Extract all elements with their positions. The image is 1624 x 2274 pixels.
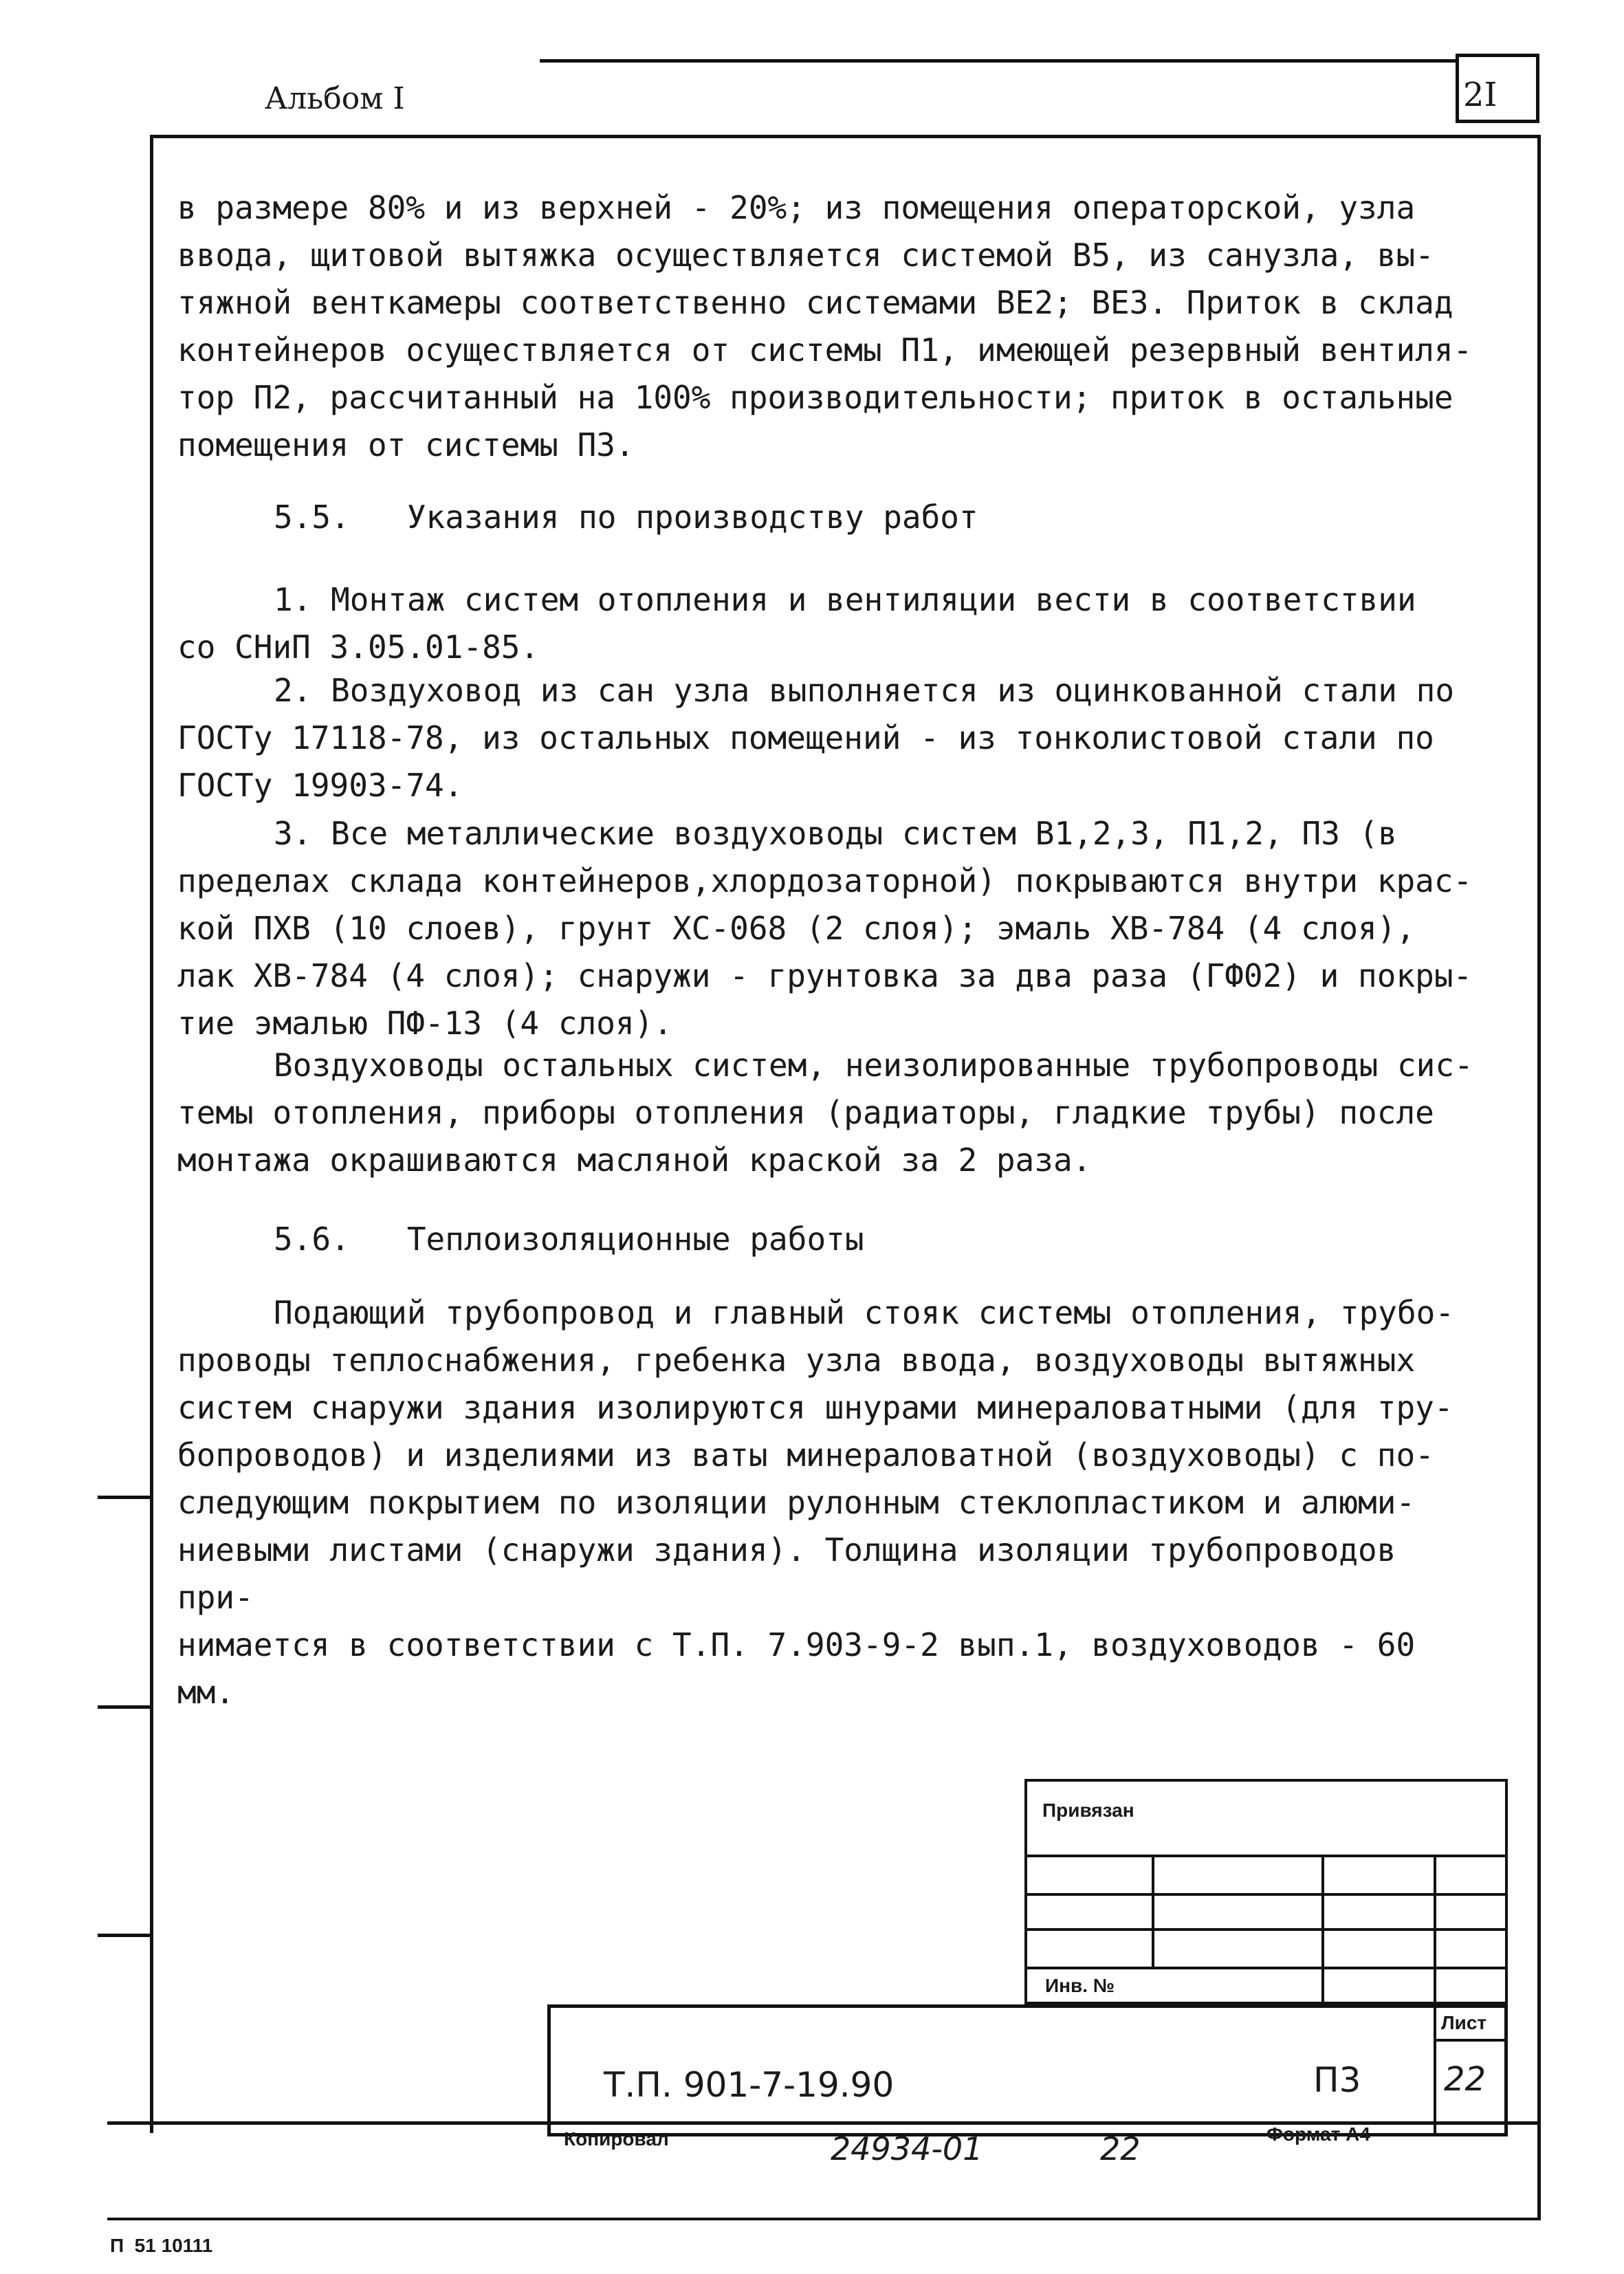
text-line: в размере 80% и из верхней - 20%; из помещения операторской, узла	[177, 189, 1416, 226]
section-5-5-item-2	[177, 667, 1487, 809]
text-line: тие эмалью ПФ-13 (4 слоя).	[177, 1005, 673, 1042]
section-5-5-item-1	[177, 576, 1487, 671]
text-line: тор П2, рассчитанный на 100% производительности; приток в остальные	[177, 379, 1453, 416]
section-5-5-heading: 5.5. Указания по производству работ	[274, 499, 978, 536]
footer-format: Формат А4	[1266, 2123, 1370, 2145]
stamp-grid-line	[1321, 1855, 1324, 2004]
text-line: 2. Воздуховод из сан узла выполняется из оцинкованной стали по	[274, 672, 1455, 709]
intro-paragraph	[177, 184, 1487, 469]
album-label: Альбом I	[265, 81, 405, 116]
text-line: лак ХВ-784 (4 слоя); снаружи - грунтовка за два раза (ГФ02) и покры-	[177, 957, 1473, 994]
text-line: ГОСТу 17118-78, из остальных помещений - из тонколистовой стали по	[177, 719, 1434, 756]
text-line: кой ПХВ (10 слоев), грунт ХС-068 (2 слоя); эмаль ХВ-784 (4 слоя),	[177, 910, 1416, 947]
header-rule	[540, 59, 1458, 63]
frame-right-extension	[1537, 2121, 1541, 2218]
text-line: Подающий трубопровод и главный стояк системы отопления, трубо-	[274, 1294, 1455, 1331]
margin-tick	[98, 1934, 153, 1937]
text-line: темы отопления, приборы отопления (радиаторы, гладкие трубы) после	[177, 1094, 1434, 1131]
stamp-section-code: П3	[1313, 2060, 1361, 2100]
stamp-grid-line	[1434, 2004, 1436, 2136]
text-line: монтажа окрашиваются масляной краской за 2 раза.	[177, 1141, 1092, 1179]
text-line: контейнеров осуществляется от системы П1, имеющей резервный вентиля-	[177, 331, 1473, 369]
text-line: ГОСТу 19903-74.	[177, 767, 463, 804]
section-5-5-note	[177, 1042, 1487, 1184]
text-line: следующим покрытием по изоляции рулонным стеклопластиком и алюми-	[177, 1484, 1416, 1521]
stamp-grid-line	[1434, 1855, 1436, 2004]
stamp-inv-label: Инв. №	[1045, 1975, 1115, 1996]
margin-tick	[98, 1705, 153, 1709]
footer-handwritten-number: 24934-01	[831, 2130, 983, 2167]
stamp-grid-line	[1434, 2039, 1508, 2042]
footer-print-code: П 51 10111	[110, 2235, 213, 2256]
page-bottom-rule	[107, 2218, 1541, 2220]
stamp-grid-line	[1152, 1855, 1154, 1967]
text-line: 1. Монтаж систем отопления и вентиляции вести в соответствии	[274, 581, 1416, 618]
section-5-6-paragraph	[177, 1289, 1487, 1716]
text-line: пределах склада контейнеров,хлордозаторной) покрываются внутри крас-	[177, 862, 1473, 899]
text-line: помещения от системы П3.	[177, 426, 635, 463]
footer-handwritten-page: 22	[1100, 2130, 1141, 2167]
footer-copied: Копировал	[564, 2128, 669, 2150]
text-line: нимается в соответствии с Т.П. 7.903-9-2 вып.1, воздуховодов - 60 мм.	[177, 1626, 1416, 1711]
text-line: Воздуховоды остальных систем, неизолированные трубопроводы сис-	[274, 1047, 1473, 1084]
text-line: тяжной венткамеры соответственно системами ВЕ2; ВЕ3. Приток в склад	[177, 284, 1453, 321]
stamp-doc-code: Т.П. 901-7-19.90	[604, 2065, 895, 2105]
text-line: 3. Все металлические воздуховоды систем В1,2,3, П1,2, П3 (в	[274, 815, 1397, 852]
stamp-list-label: Лист	[1441, 2012, 1487, 2033]
text-line: ввода, щитовой вытяжка осуществляется системой В5, из санузла, вы-	[177, 237, 1434, 274]
stamp-privyazan-label: Привязан	[1042, 1800, 1134, 1821]
text-line: проводы теплоснабжения, гребенка узла ввода, воздуховоды вытяжных	[177, 1342, 1416, 1379]
section-5-6-heading: 5.6. Теплоизоляционные работы	[274, 1221, 864, 1258]
text-line: ниевыми листами (снаружи здания). Толщина изоляции трубопроводов при-	[177, 1531, 1396, 1616]
stamp-sheet-number: 22	[1444, 2060, 1486, 2099]
text-line: систем снаружи здания изолируются шнурами минераловатными (для тру-	[177, 1389, 1453, 1426]
margin-tick	[98, 1496, 153, 1499]
text-line: со СНиП 3.05.01-85.	[177, 628, 540, 666]
text-line: бопроводов) и изделиями из ваты минераловатной (воздуховоды) с по-	[177, 1436, 1434, 1474]
page-number: 2I	[1463, 76, 1497, 114]
section-5-5-item-3	[177, 810, 1487, 1047]
